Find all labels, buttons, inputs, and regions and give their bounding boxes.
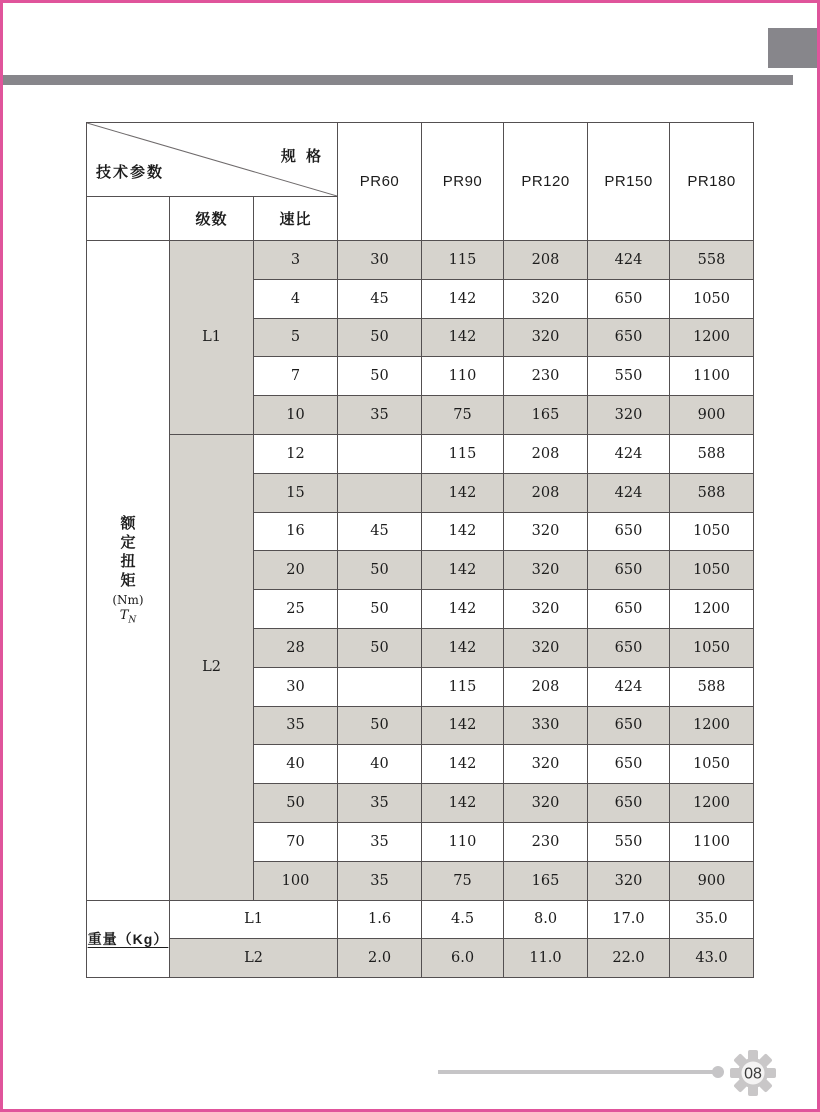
value-cell: 1050 bbox=[670, 551, 754, 590]
value-cell: 110 bbox=[422, 822, 504, 861]
stage-cell-L1: L1 bbox=[170, 241, 254, 435]
column-header-PR150: PR150 bbox=[588, 123, 670, 241]
weight-value-cell: 8.0 bbox=[504, 900, 588, 939]
torque-unit: (Nm) bbox=[112, 593, 144, 608]
torque-char: 定 bbox=[120, 534, 136, 552]
header-corner-block bbox=[768, 28, 817, 68]
corner-spec-label: 规 格 bbox=[280, 148, 325, 165]
torque-char: 额 bbox=[120, 515, 136, 533]
data-row bbox=[87, 241, 754, 280]
value-cell: 650 bbox=[588, 590, 670, 629]
header-row-1 bbox=[87, 123, 754, 197]
ratio-cell: 20 bbox=[254, 551, 338, 590]
value-cell: 1100 bbox=[670, 357, 754, 396]
weight-value-cell: 1.6 bbox=[338, 900, 422, 939]
weight-value-cell: 4.5 bbox=[422, 900, 504, 939]
value-cell: 650 bbox=[588, 279, 670, 318]
value-cell: 165 bbox=[504, 396, 588, 435]
value-cell: 900 bbox=[670, 396, 754, 435]
ratio-cell: 30 bbox=[254, 667, 338, 706]
sub-header-ratio: 速比 bbox=[254, 197, 338, 241]
ratio-cell: 15 bbox=[254, 473, 338, 512]
ratio-cell: 4 bbox=[254, 279, 338, 318]
torque-header-cell bbox=[87, 241, 170, 901]
value-cell: 75 bbox=[422, 396, 504, 435]
value-cell: 50 bbox=[338, 706, 422, 745]
value-cell: 900 bbox=[670, 861, 754, 900]
value-cell: 142 bbox=[422, 745, 504, 784]
value-cell: 320 bbox=[504, 745, 588, 784]
ratio-cell: 28 bbox=[254, 628, 338, 667]
torque-symbol-T: T bbox=[119, 608, 129, 624]
value-cell: 142 bbox=[422, 784, 504, 823]
value-cell: 142 bbox=[422, 512, 504, 551]
torque-char: 矩 bbox=[120, 572, 136, 590]
value-cell: 320 bbox=[588, 396, 670, 435]
column-header-PR120: PR120 bbox=[504, 123, 588, 241]
value-cell: 558 bbox=[670, 241, 754, 280]
ratio-cell: 25 bbox=[254, 590, 338, 629]
value-cell: 230 bbox=[504, 822, 588, 861]
value-cell: 650 bbox=[588, 784, 670, 823]
ratio-cell: 70 bbox=[254, 822, 338, 861]
ratio-cell: 100 bbox=[254, 861, 338, 900]
value-cell: 320 bbox=[504, 590, 588, 629]
ratio-cell: 5 bbox=[254, 318, 338, 357]
value-cell: 142 bbox=[422, 706, 504, 745]
weight-label: 重量（Kg） bbox=[87, 930, 169, 947]
weight-value-cell: 11.0 bbox=[504, 939, 588, 978]
value-cell: 35 bbox=[338, 396, 422, 435]
footer-dot bbox=[712, 1066, 724, 1078]
value-cell: 588 bbox=[670, 434, 754, 473]
value-cell: 588 bbox=[670, 473, 754, 512]
value-cell: 424 bbox=[588, 241, 670, 280]
torque-char: 扭 bbox=[120, 553, 136, 571]
value-cell: 165 bbox=[504, 861, 588, 900]
value-cell: 142 bbox=[422, 473, 504, 512]
value-cell: 115 bbox=[422, 241, 504, 280]
torque-symbol-subscript: N bbox=[128, 616, 137, 627]
value-cell: 320 bbox=[504, 318, 588, 357]
value-cell: 588 bbox=[670, 667, 754, 706]
sub-header-empty-cell bbox=[87, 197, 170, 241]
value-cell: 650 bbox=[588, 628, 670, 667]
value-cell: 320 bbox=[504, 279, 588, 318]
value-cell: 550 bbox=[588, 357, 670, 396]
value-cell: 50 bbox=[338, 590, 422, 629]
value-cell: 1200 bbox=[670, 784, 754, 823]
value-cell: 230 bbox=[504, 357, 588, 396]
weight-value-cell: 6.0 bbox=[422, 939, 504, 978]
value-cell: 320 bbox=[504, 628, 588, 667]
value-cell: 45 bbox=[338, 279, 422, 318]
column-header-PR60: PR60 bbox=[338, 123, 422, 241]
value-cell: 208 bbox=[504, 434, 588, 473]
value-cell: 1050 bbox=[670, 745, 754, 784]
value-cell: 142 bbox=[422, 551, 504, 590]
value-cell: 550 bbox=[588, 822, 670, 861]
value-cell: 142 bbox=[422, 318, 504, 357]
weight-value-cell: 43.0 bbox=[670, 939, 754, 978]
weight-label-cell bbox=[87, 900, 170, 978]
ratio-cell: 3 bbox=[254, 241, 338, 280]
weight-row bbox=[87, 939, 754, 978]
corner-cell bbox=[87, 123, 338, 197]
value-cell: 50 bbox=[338, 628, 422, 667]
value-cell: 208 bbox=[504, 241, 588, 280]
torque-symbol bbox=[87, 608, 169, 626]
value-cell: 320 bbox=[504, 512, 588, 551]
value-cell: 35 bbox=[338, 861, 422, 900]
value-cell: 424 bbox=[588, 473, 670, 512]
value-cell: 1050 bbox=[670, 512, 754, 551]
gear-icon bbox=[729, 1049, 777, 1097]
value-cell: 110 bbox=[422, 357, 504, 396]
ratio-cell: 7 bbox=[254, 357, 338, 396]
ratio-cell: 50 bbox=[254, 784, 338, 823]
spec-table bbox=[86, 122, 754, 978]
weight-value-cell: 2.0 bbox=[338, 939, 422, 978]
value-cell: 330 bbox=[504, 706, 588, 745]
value-cell: 142 bbox=[422, 628, 504, 667]
ratio-cell: 16 bbox=[254, 512, 338, 551]
value-cell: 1200 bbox=[670, 706, 754, 745]
value-cell: 30 bbox=[338, 241, 422, 280]
value-cell bbox=[338, 473, 422, 512]
value-cell: 208 bbox=[504, 667, 588, 706]
corner-params-label: 技术参数 bbox=[96, 164, 165, 181]
column-header-PR90: PR90 bbox=[422, 123, 504, 241]
value-cell: 75 bbox=[422, 861, 504, 900]
page-number: 08 bbox=[744, 1065, 762, 1083]
value-cell: 50 bbox=[338, 318, 422, 357]
data-row bbox=[87, 434, 754, 473]
value-cell: 208 bbox=[504, 473, 588, 512]
stage-cell-L2: L2 bbox=[170, 434, 254, 900]
footer-rule-line bbox=[438, 1070, 718, 1074]
value-cell: 424 bbox=[588, 667, 670, 706]
value-cell: 50 bbox=[338, 551, 422, 590]
value-cell: 45 bbox=[338, 512, 422, 551]
value-cell: 320 bbox=[504, 551, 588, 590]
weight-value-cell: 17.0 bbox=[588, 900, 670, 939]
value-cell bbox=[338, 667, 422, 706]
value-cell: 115 bbox=[422, 434, 504, 473]
value-cell: 1200 bbox=[670, 590, 754, 629]
sub-header-stage: 级数 bbox=[170, 197, 254, 241]
column-header-PR180: PR180 bbox=[670, 123, 754, 241]
value-cell: 40 bbox=[338, 745, 422, 784]
value-cell: 1050 bbox=[670, 279, 754, 318]
ratio-cell: 10 bbox=[254, 396, 338, 435]
value-cell: 142 bbox=[422, 590, 504, 629]
value-cell: 424 bbox=[588, 434, 670, 473]
value-cell: 650 bbox=[588, 706, 670, 745]
value-cell: 50 bbox=[338, 357, 422, 396]
value-cell: 650 bbox=[588, 318, 670, 357]
weight-stage-cell: L2 bbox=[170, 939, 338, 978]
value-cell: 35 bbox=[338, 822, 422, 861]
header-rule-bar bbox=[3, 75, 793, 85]
ratio-cell: 12 bbox=[254, 434, 338, 473]
value-cell: 650 bbox=[588, 512, 670, 551]
value-cell: 320 bbox=[588, 861, 670, 900]
value-cell: 1050 bbox=[670, 628, 754, 667]
value-cell: 115 bbox=[422, 667, 504, 706]
value-cell: 650 bbox=[588, 551, 670, 590]
weight-value-cell: 35.0 bbox=[670, 900, 754, 939]
value-cell: 320 bbox=[504, 784, 588, 823]
value-cell bbox=[338, 434, 422, 473]
value-cell: 35 bbox=[338, 784, 422, 823]
weight-row bbox=[87, 900, 754, 939]
weight-value-cell: 22.0 bbox=[588, 939, 670, 978]
value-cell: 1200 bbox=[670, 318, 754, 357]
value-cell: 650 bbox=[588, 745, 670, 784]
torque-label bbox=[87, 514, 169, 590]
weight-stage-cell: L1 bbox=[170, 900, 338, 939]
value-cell: 1100 bbox=[670, 822, 754, 861]
ratio-cell: 40 bbox=[254, 745, 338, 784]
ratio-cell: 35 bbox=[254, 706, 338, 745]
value-cell: 142 bbox=[422, 279, 504, 318]
